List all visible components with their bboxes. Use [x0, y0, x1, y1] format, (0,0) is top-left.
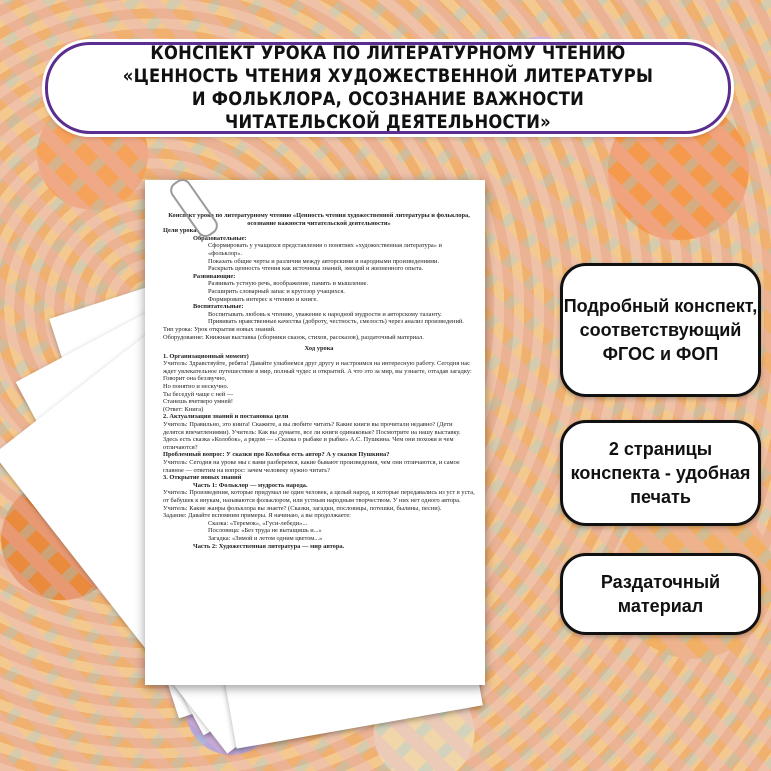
doc-upb-item: Воспитывать любовь к чтению, уважение к народной мудрости и авторскому таланту.	[208, 310, 442, 318]
doc-course: Ход урока	[304, 345, 334, 353]
doc-edu-item: Раскрыть ценность чтения как источника знаний, эмоций и жизненного опыта.	[208, 265, 424, 273]
doc-p1-text: Учитель: Произведения, которые придумал не один человек, а целый народ, и которые передавались из уст в уста, от бабушек к внукам, называются фольклором, или устным народным творчеством. У них нет одного автора.	[163, 489, 475, 504]
doc-s3: 3. Открытие новых знаний	[163, 474, 242, 482]
doc-edu: Образовательные:	[193, 234, 247, 242]
page-title: КОНСПЕКТ УРОКА ПО ЛИТЕРАТУРНОМУ ЧТЕНИЮ «ЦЕННОСТЬ ЧТЕНИЯ ХУДОЖЕСТВЕННОЙ ЛИТЕРАТУРЫ И ФОЛЬКЛОРА, ОСОЗНАНИЕ ВАЖНОСТИ ЧИТАТЕЛЬСКОЙ ДЕЯТЕЛЬНОСТИ»	[122, 42, 654, 133]
doc-heading: Конспект урока по литературному чтению «Ценность чтения художественной литературы и фольклора, осознание важности читательской деятельности»	[168, 212, 470, 227]
doc-dev-item: Развивать устную речь, воображение, память и мышление.	[208, 280, 369, 288]
doc-riddle: Станешь вчетверо умней!	[163, 398, 233, 406]
doc-task: Задание: Давайте вспомним примеры. Я начинаю, а вы продолжаете:	[163, 512, 351, 520]
document-preview	[145, 180, 485, 685]
badge-handout	[560, 553, 761, 635]
doc-riddle: Говорит она беззвучно,	[163, 375, 227, 383]
doc-dev-item: Формировать интерес к чтению и книге.	[208, 295, 318, 303]
doc-s2-text2: Учитель: Сегодня на уроке мы с вами разберемся, какие бывают произведения, чем они отличаются, и самое главное — ответим на вопрос: зачем человеку нужно читать?	[163, 459, 460, 474]
doc-task-item: Сказка: «Теремок», «Гуси-лебеди»...	[208, 519, 308, 527]
doc-p1-text2: Учитель: Какие жанры фольклора вы знаете? (Сказки, загадки, пословицы, потешки, былины, песни).	[163, 504, 442, 512]
doc-s2: 2. Актуализация знаний и постановка цели	[163, 413, 289, 421]
doc-upb-item: Прививать нравственные качества (доброту, честность, смелость) через анализ произведений.	[208, 318, 464, 326]
doc-riddle: Но понятно и нескучно.	[163, 383, 229, 391]
doc-equip: Оборудование: Книжная выставка (сборники сказок, стихов, рассказов), раздаточный материал.	[163, 333, 424, 341]
doc-goals: Цели урока:	[163, 227, 199, 235]
badge-text: Подробный конспект, соответствующий ФГОС и ФОП	[563, 296, 758, 364]
doc-p1: Часть 1: Фольклор — мудрость народа.	[193, 481, 308, 489]
doc-upb: Воспитательные:	[193, 303, 244, 311]
doc-dev: Развивающие:	[193, 272, 236, 280]
doc-edu-item: Показать общие черты и различия между авторскими и народными произведениями.	[208, 257, 440, 265]
badge-text: Раздаточный материал	[600, 572, 721, 616]
badge-detailed	[560, 263, 761, 397]
doc-problem: Проблемный вопрос: У сказки про Колобка есть автор? А у сказки Пушкина?	[163, 451, 390, 459]
doc-p2: Часть 2: Художественная литература — мир автора.	[193, 542, 345, 550]
doc-riddle: Ты беседуй чаще с ней —	[163, 390, 234, 398]
doc-task-item: Пословица: «Без труда не вытащишь и...»	[208, 527, 322, 535]
badge-text: 2 страницы конспекта - удобная печать	[570, 439, 751, 507]
title-banner	[45, 42, 731, 134]
doc-task-item: Загадка: «Зимой и летом одним цветом...»	[208, 534, 323, 542]
doc-type: Тип урока: Урок открытия новых знаний.	[163, 325, 276, 333]
doc-s1: 1. Организационный момент)	[163, 352, 249, 360]
badge-pages	[560, 420, 761, 526]
doc-riddle: (Ответ: Книга)	[163, 405, 204, 413]
doc-s2-text: Учитель: Правильно, это книга! Скажите, а вы любите читать? Какие книги вы прочитали недавно? (Дети делятся впечатлениями). Учитель: Как вы думаете, все ли книги одинаковые? Посмотрите на нашу выставку. Здесь есть сказка «Колобок», а рядом — «Сказка о рыбаке и рыбке» А.С. Пушкина. Чем они похожи и чем отличаются?	[163, 421, 461, 451]
doc-s1-text: Учитель: Здравствуйте, ребята! Давайте улыбнемся друг другу и настроимся на интересную работу. Сегодня нас ждет увлекательное путешествие в мир, полный чудес и открытий. А что это за мир, вы узнаете, отгадав загадку:	[163, 360, 472, 375]
doc-edu-item: Сформировать у учащихся представления о понятиях «художественная литература» и «фольклор».	[208, 242, 442, 257]
doc-dev-item: Расширить словарный запас и кругозор учащихся.	[208, 287, 345, 295]
